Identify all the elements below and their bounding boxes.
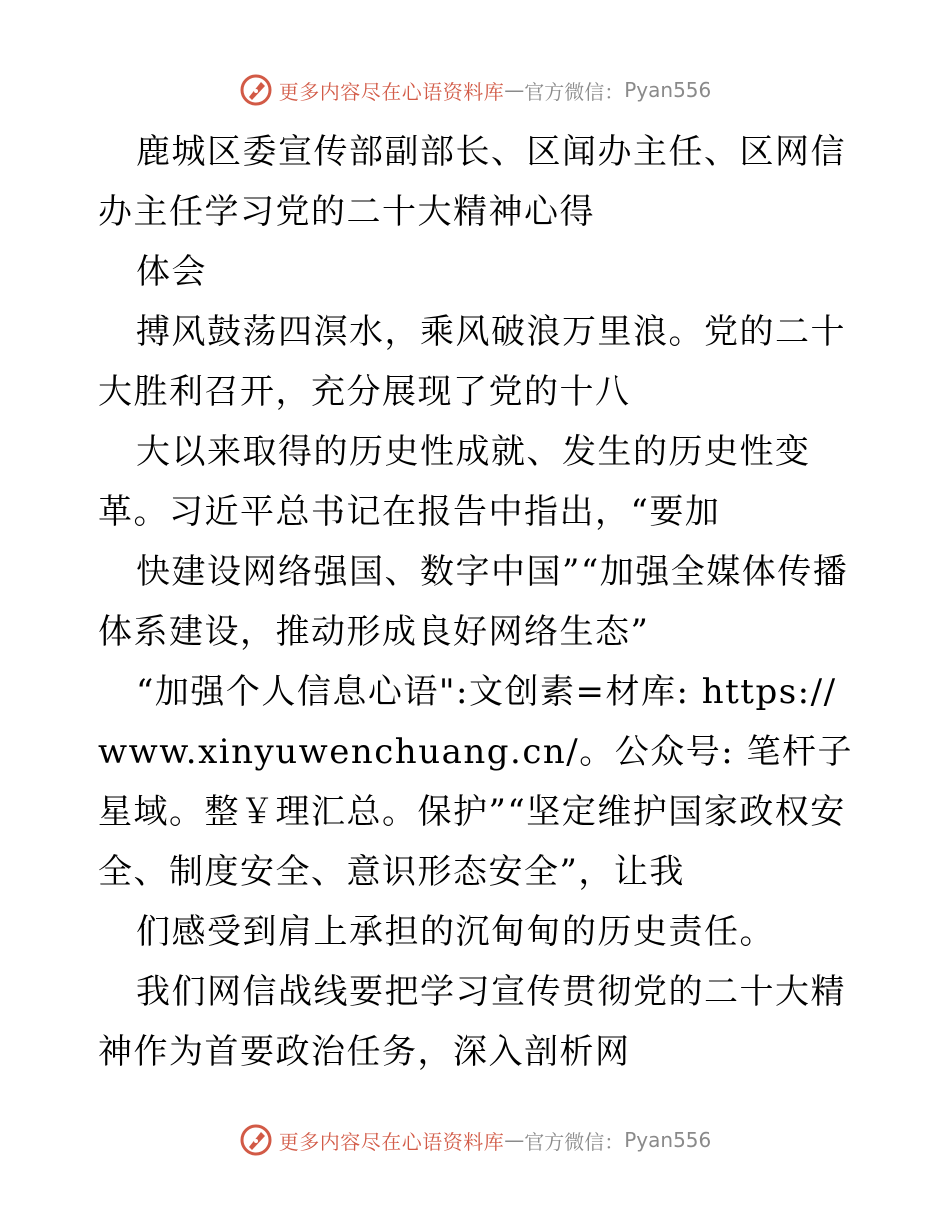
paragraph-title-cont: 体会 [136, 252, 207, 292]
banner-wechat-label: 官方微信： [524, 1129, 625, 1154]
banner-wechat-id: Pyan556 [624, 78, 712, 102]
banner-site-text: 更多内容尽在心语资料库 [278, 1129, 505, 1154]
document-body [98, 122, 858, 1082]
banner-wechat-label: 官方微信： [524, 79, 625, 104]
paragraph: “加强个人信息心语":文创素=材库: https://www.xinyuwenchuang.cn/。公众号: 笔杆子星域。整￥理汇总。保护”“坚定维护国家政权安全、制度安全、意识形态安全”，让我 [98, 672, 853, 892]
paragraph: 快建设网络强国、数字中国”“加强全媒体传播体系建设，推动形成良好网络生态” [98, 552, 849, 652]
banner-separator: — [504, 78, 525, 102]
pen-nib-logo-icon [239, 73, 273, 107]
banner-separator: — [504, 1128, 525, 1152]
pen-nib-logo-icon [239, 1123, 273, 1157]
footer-banner [0, 1120, 950, 1160]
banner-wechat-id: Pyan556 [624, 1128, 712, 1152]
paragraph: 我们网信战线要把学习宣传贯彻党的二十大精神作为首要政治任务，深入剖析网 [98, 972, 846, 1072]
paragraph: 们感受到肩上承担的沉甸甸的历史责任。 [136, 912, 775, 952]
paragraph-title: 鹿城区委宣传部副部长、区闻办主任、区网信办主任学习党的二十大精神心得 [98, 132, 846, 232]
header-banner [0, 70, 950, 110]
paragraph: 搏风鼓荡四溟水，乘风破浪万里浪。党的二十大胜利召开，充分展现了党的十八 [98, 312, 846, 412]
banner-site-text: 更多内容尽在心语资料库 [278, 79, 505, 104]
paragraph: 大以来取得的历史性成就、发生的历史性变革。习近平总书记在报告中指出，“要加 [98, 432, 811, 532]
